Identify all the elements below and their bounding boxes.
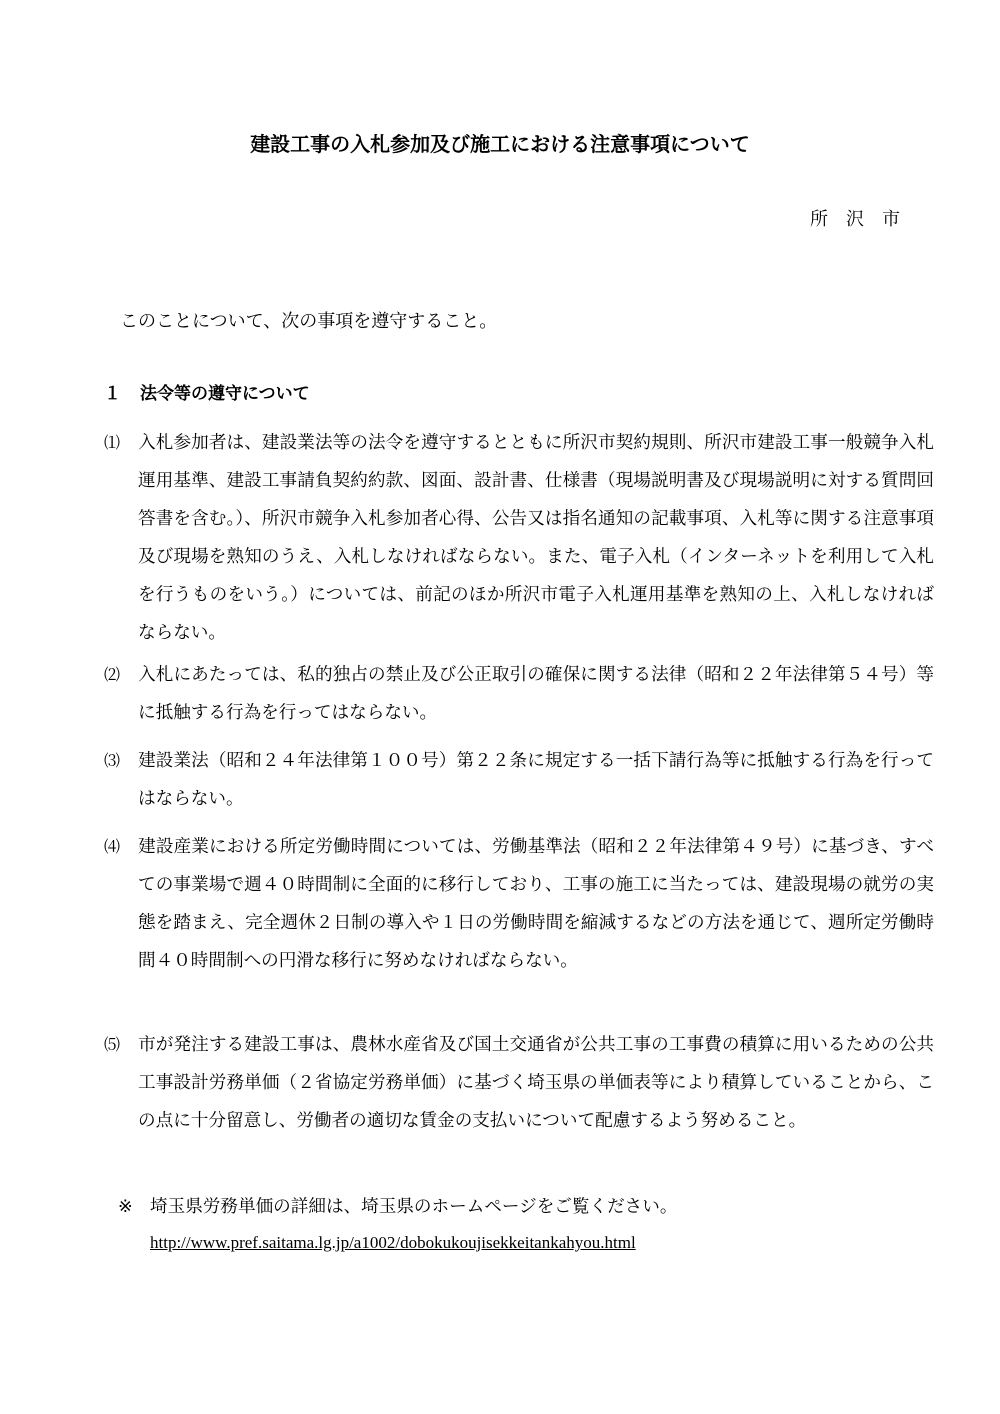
- list-item-text: 建設産業における所定労働時間については、労働基準法（昭和２２年法律第４９号）に基づき、すべての事業場で週４０時間制に全面的に移行しており、工事の施工に当たっては、建設現場の就労の実態を踏まえ、完全週休２日制の導入や１日の労働時間を縮減するなどの方法を通じて、週所定労働時間４０時間制への円滑な移行に努めなければならない。: [138, 837, 934, 971]
- intro-text: このことについて、次の事項を遵守すること。: [120, 311, 498, 332]
- list-item-marker: ⑴: [104, 433, 121, 452]
- list-item: [104, 656, 934, 732]
- list-item-marker: ⑶: [104, 751, 121, 770]
- list-item-text: 建設業法（昭和２４年法律第１００号）第２２条に規定する一括下請行為等に抵触する行為を行ってはならない。: [138, 751, 934, 809]
- section-heading: [104, 378, 310, 410]
- list-item-text: 市が発注する建設工事は、農林水産省及び国土交通省が公共工事の工事費の積算に用いるための公共工事設計労務単価（２省協定労務単価）に基づく埼玉県の単価表等により積算していることから、この点に十分留意し、労働者の適切な賃金の支払いについて配慮するよう努めること。: [138, 1035, 934, 1131]
- note-text: 埼玉県労務単価の詳細は、埼玉県のホームページをご覧ください。: [150, 1197, 678, 1217]
- author-name: 所沢市: [810, 209, 918, 230]
- list-item-marker: ⑵: [104, 665, 121, 684]
- saitama-labor-price-link[interactable]: http://www.pref.saitama.lg.jp/a1002/dobokukoujisekkeitankahyou.html: [150, 1233, 636, 1252]
- list-item-marker: ⑷: [104, 837, 121, 856]
- list-item-marker: ⑸: [104, 1035, 121, 1054]
- note: [118, 1188, 677, 1226]
- document-title: 建設工事の入札参加及び施工における注意事項について: [250, 132, 750, 156]
- list-item: [104, 424, 934, 652]
- list-item: [104, 742, 934, 818]
- note-mark: ※: [118, 1197, 133, 1217]
- section-number: １: [104, 384, 121, 404]
- list-item-text: 入札にあたっては、私的独占の禁止及び公正取引の確保に関する法律（昭和２２年法律第５４号）等に抵触する行為を行ってはならない。: [138, 665, 934, 723]
- list-item: [104, 1026, 934, 1140]
- list-item-text: 入札参加者は、建設業法等の法令を遵守するとともに所沢市契約規則、所沢市建設工事一般競争入札運用基準、建設工事請負契約約款、図面、設計書、仕様書（現場説明書及び現場説明に対する質問回答書を含む。）、所沢市競争入札参加者心得、公告又は指名通知の記載事項、入札等に関する注意事項及び現場を熟知のうえ、入札しなければならない。また、電子入札（インターネットを利用して入札を行うものをいう。）については、前記のほか所沢市電子入札運用基準を熟知の上、入札しなければならない。: [138, 433, 934, 643]
- section-heading-text: 法令等の遵守について: [140, 384, 310, 404]
- list-item: [104, 828, 934, 980]
